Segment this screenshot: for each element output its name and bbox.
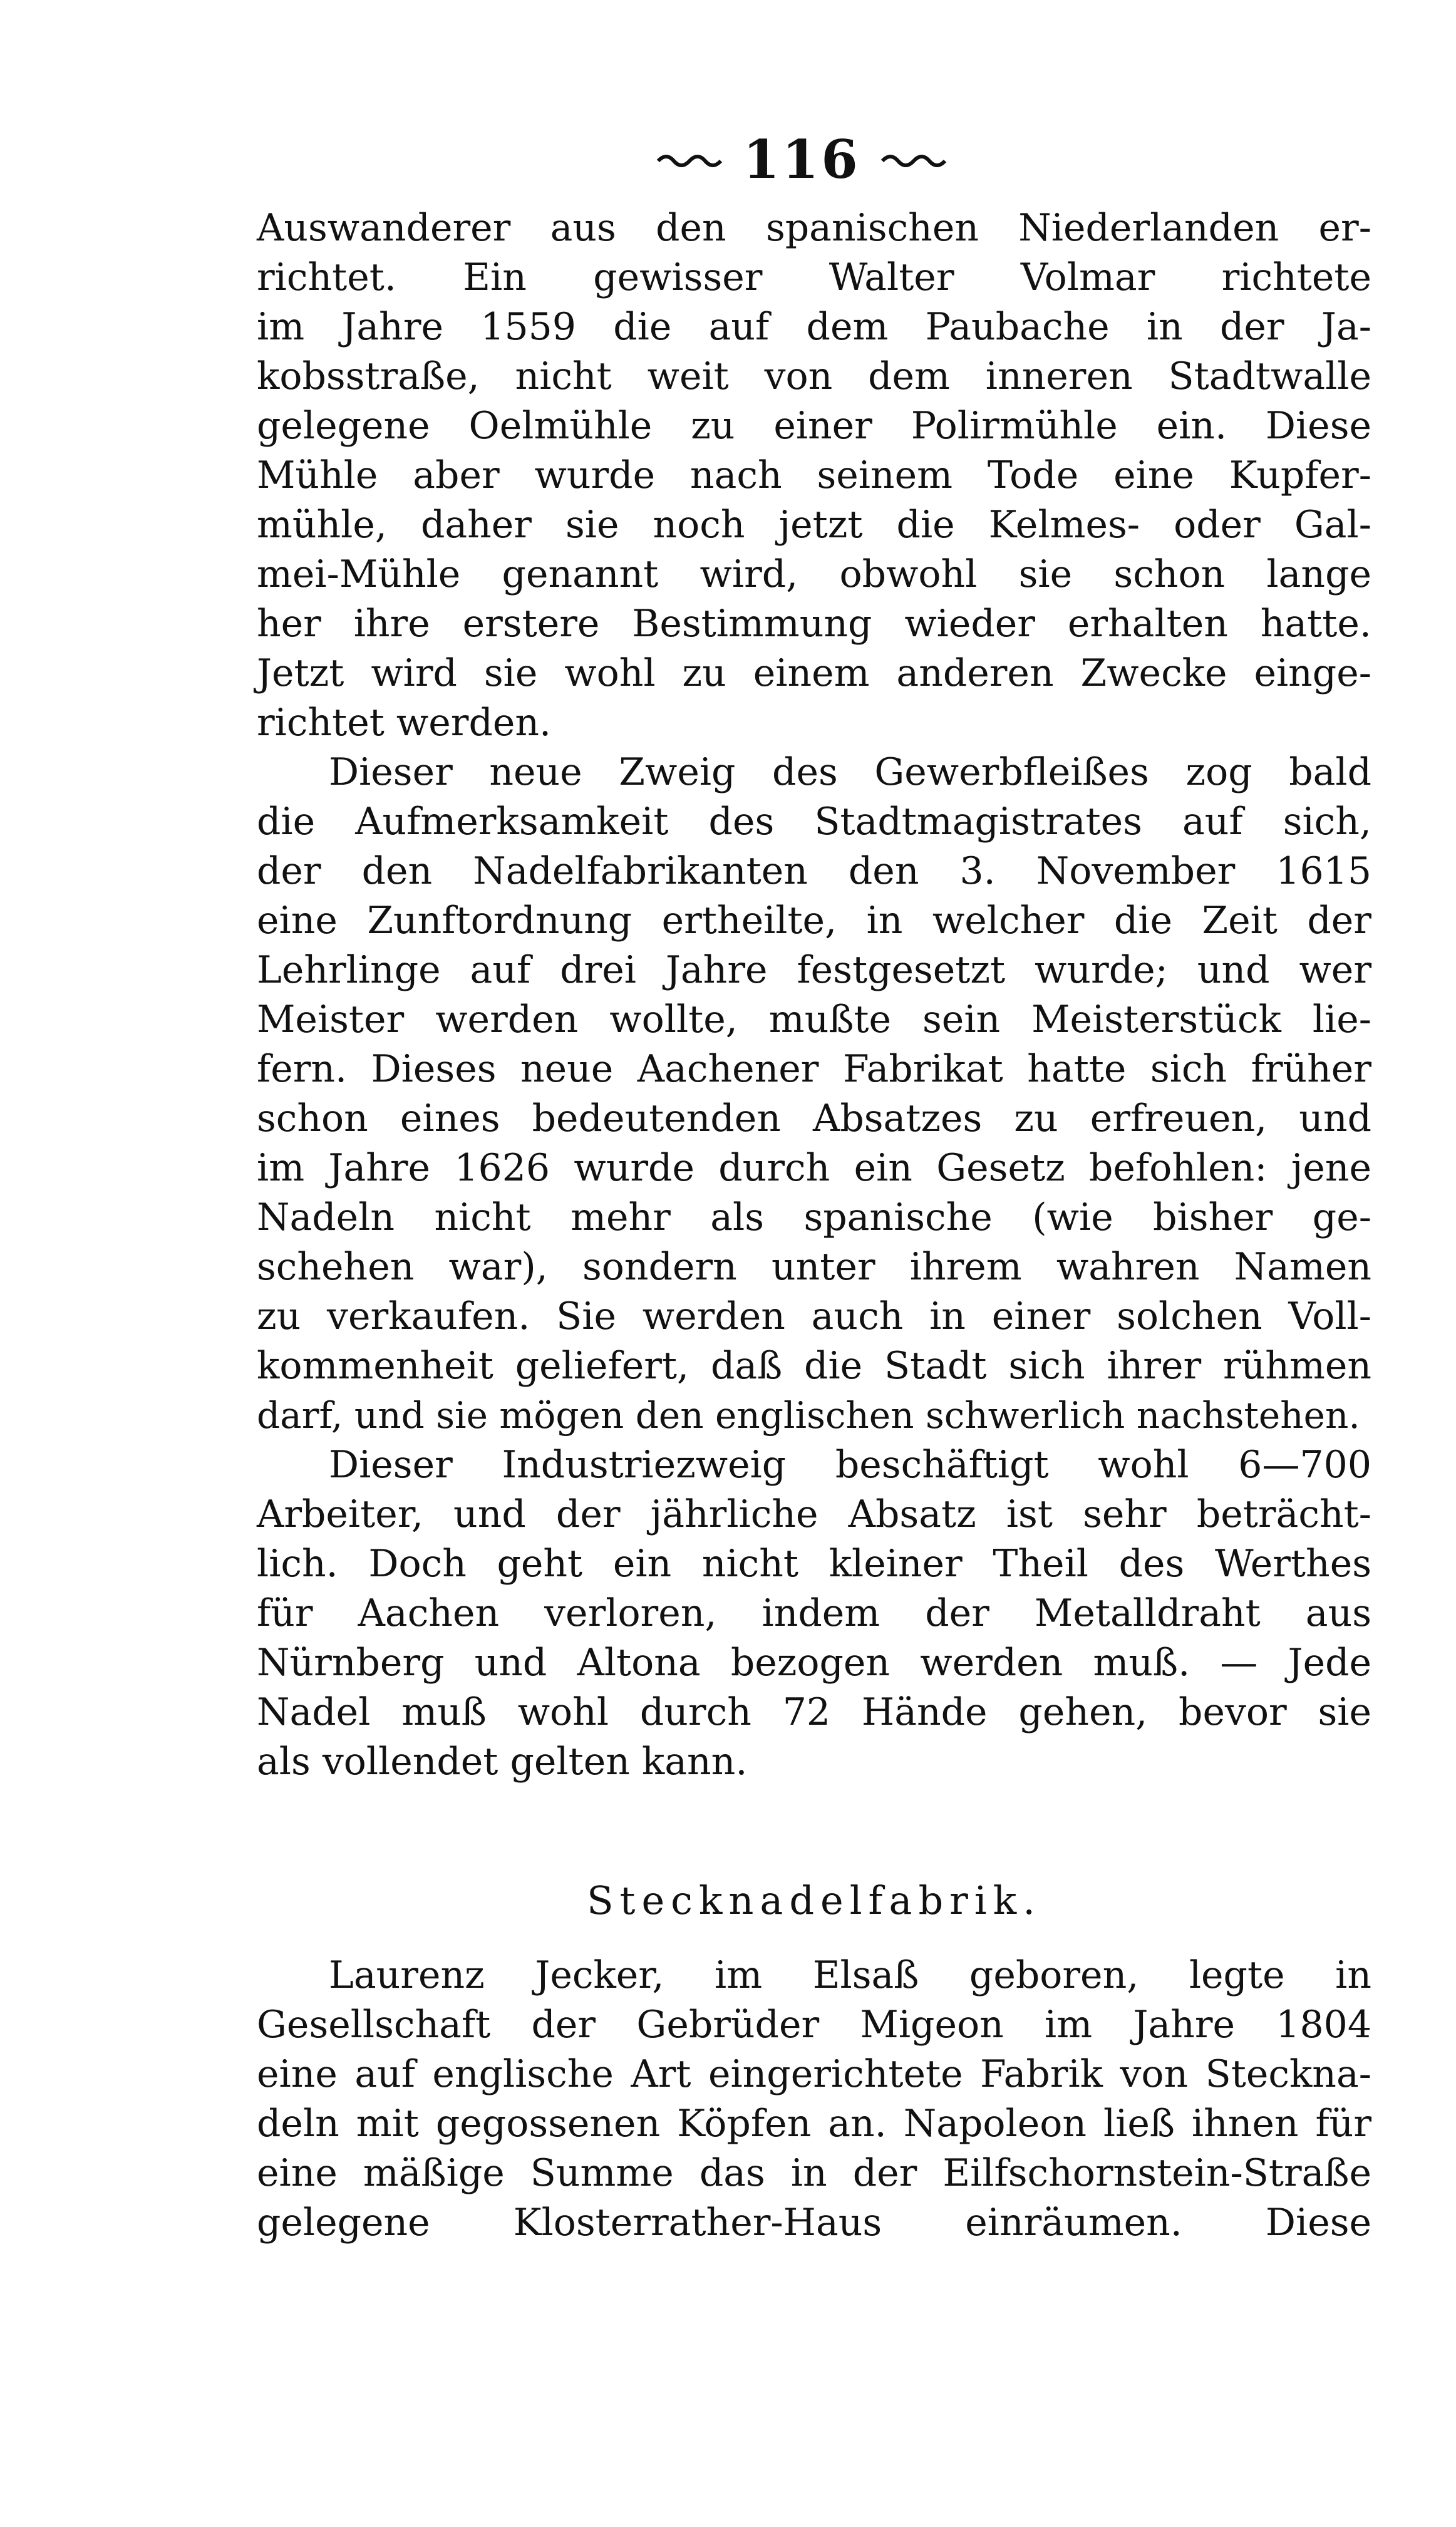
text-line: Nadel muß wohl durch 72 Hände gehen, bevor sie [257,1690,1371,1734]
text-line: gelegene Oelmühle zu einer Polirmühle ein. Diese [257,404,1371,448]
text-line: schehen war), sondern unter ihrem wahren Namen [257,1245,1371,1289]
text-line: richtet werden. [257,701,552,745]
text-line: Nadeln nicht mehr als spanische (wie bisher ge- [257,1196,1371,1239]
text-line: eine mäßige Summe das in der Eilfschornstein-Straße [257,2151,1371,2195]
text-line: als vollendet gelten kann. [257,1740,748,1784]
text-line: zu verkaufen. Sie werden auch in einer solchen Voll- [257,1295,1371,1338]
paragraph-3 [257,1440,1371,1787]
text-line: Nürnberg und Altona bezogen werden muß. — Jede [257,1641,1371,1685]
paragraph-4 [257,1951,1371,2248]
text-line: Auswanderer aus den spanischen Niederlanden er- [257,206,1371,250]
text-line: Gesellschaft der Gebrüder Migeon im Jahre 1804 [257,2003,1371,2047]
paragraph-2 [257,748,1371,1440]
text-line: deln mit gegossenen Köpfen an. Napoleon ließ ihnen für [257,2102,1371,2146]
text-line: lich. Doch geht ein nicht kleiner Theil des Werthes [257,1542,1371,1586]
text-line: mühle, daher sie noch jetzt die Kelmes- oder Gal- [257,503,1371,547]
text-line: Jetzt wird sie wohl zu einem anderen Zwecke einge- [257,651,1371,695]
text-line: der den Nadelfabrikanten den 3. November 1615 [257,849,1371,893]
text-line: mei-Mühle genannt wird, obwohl sie schon lange [257,552,1371,596]
paragraph-1 [257,204,1371,748]
text-line: schon eines bedeutenden Absatzes zu erfreuen, und [257,1097,1371,1140]
page-number: 116 [743,128,860,190]
text-line: richtet. Ein gewisser Walter Volmar richtete [257,256,1371,299]
text-line: Meister werden wollte, mußte sein Meisterstück lie- [257,998,1371,1041]
text-line: Dieser neue Zweig des Gewerbfleißes zog bald [329,750,1371,794]
text-line: Laurenz Jecker, im Elsaß geboren, legte in [329,1953,1371,1997]
text-line: eine auf englische Art eingerichtete Fabrik von Steckna- [257,2052,1371,2096]
left-ornament-icon [655,147,724,172]
text-line: im Jahre 1626 wurde durch ein Gesetz befohlen: jene [257,1146,1371,1190]
text-line: gelegene Klosterrather-Haus einräumen. Diese [257,2201,1371,2245]
text-line: für Aachen verloren, indem der Metalldraht aus [257,1591,1371,1635]
right-ornament-icon [879,147,948,172]
section-heading: Stecknadelfabrik. [587,1878,1041,1923]
text-line: die Aufmerksamkeit des Stadtmagistrates auf sich, [257,800,1371,844]
text-line: Lehrlinge auf drei Jahre festgesetzt wurde; und wer [257,948,1371,992]
text-line: darf, und sie mögen den englischen schwerlich nachstehen. [257,1394,1360,1437]
text-line: Arbeiter, und der jährliche Absatz ist sehr beträcht- [257,1492,1371,1536]
text-line: Dieser Industriezweig beschäftigt wohl 6—700 [329,1443,1371,1487]
text-line: kommenheit geliefert, daß die Stadt sich ihrer rühmen [257,1344,1371,1388]
text-line: kobsstraße, nicht weit von dem inneren Stadtwalle [257,354,1371,398]
text-line: Mühle aber wurde nach seinem Tode eine Kupfer- [257,453,1371,497]
page-header [626,128,977,191]
text-line: eine Zunftordnung ertheilte, in welcher die Zeit der [257,899,1371,943]
text-line: im Jahre 1559 die auf dem Paubache in der Ja- [257,305,1371,349]
text-line: her ihre erstere Bestimmung wieder erhalten hatte. [257,602,1371,646]
text-line: fern. Dieses neue Aachener Fabrikat hatte sich früher [257,1047,1371,1091]
